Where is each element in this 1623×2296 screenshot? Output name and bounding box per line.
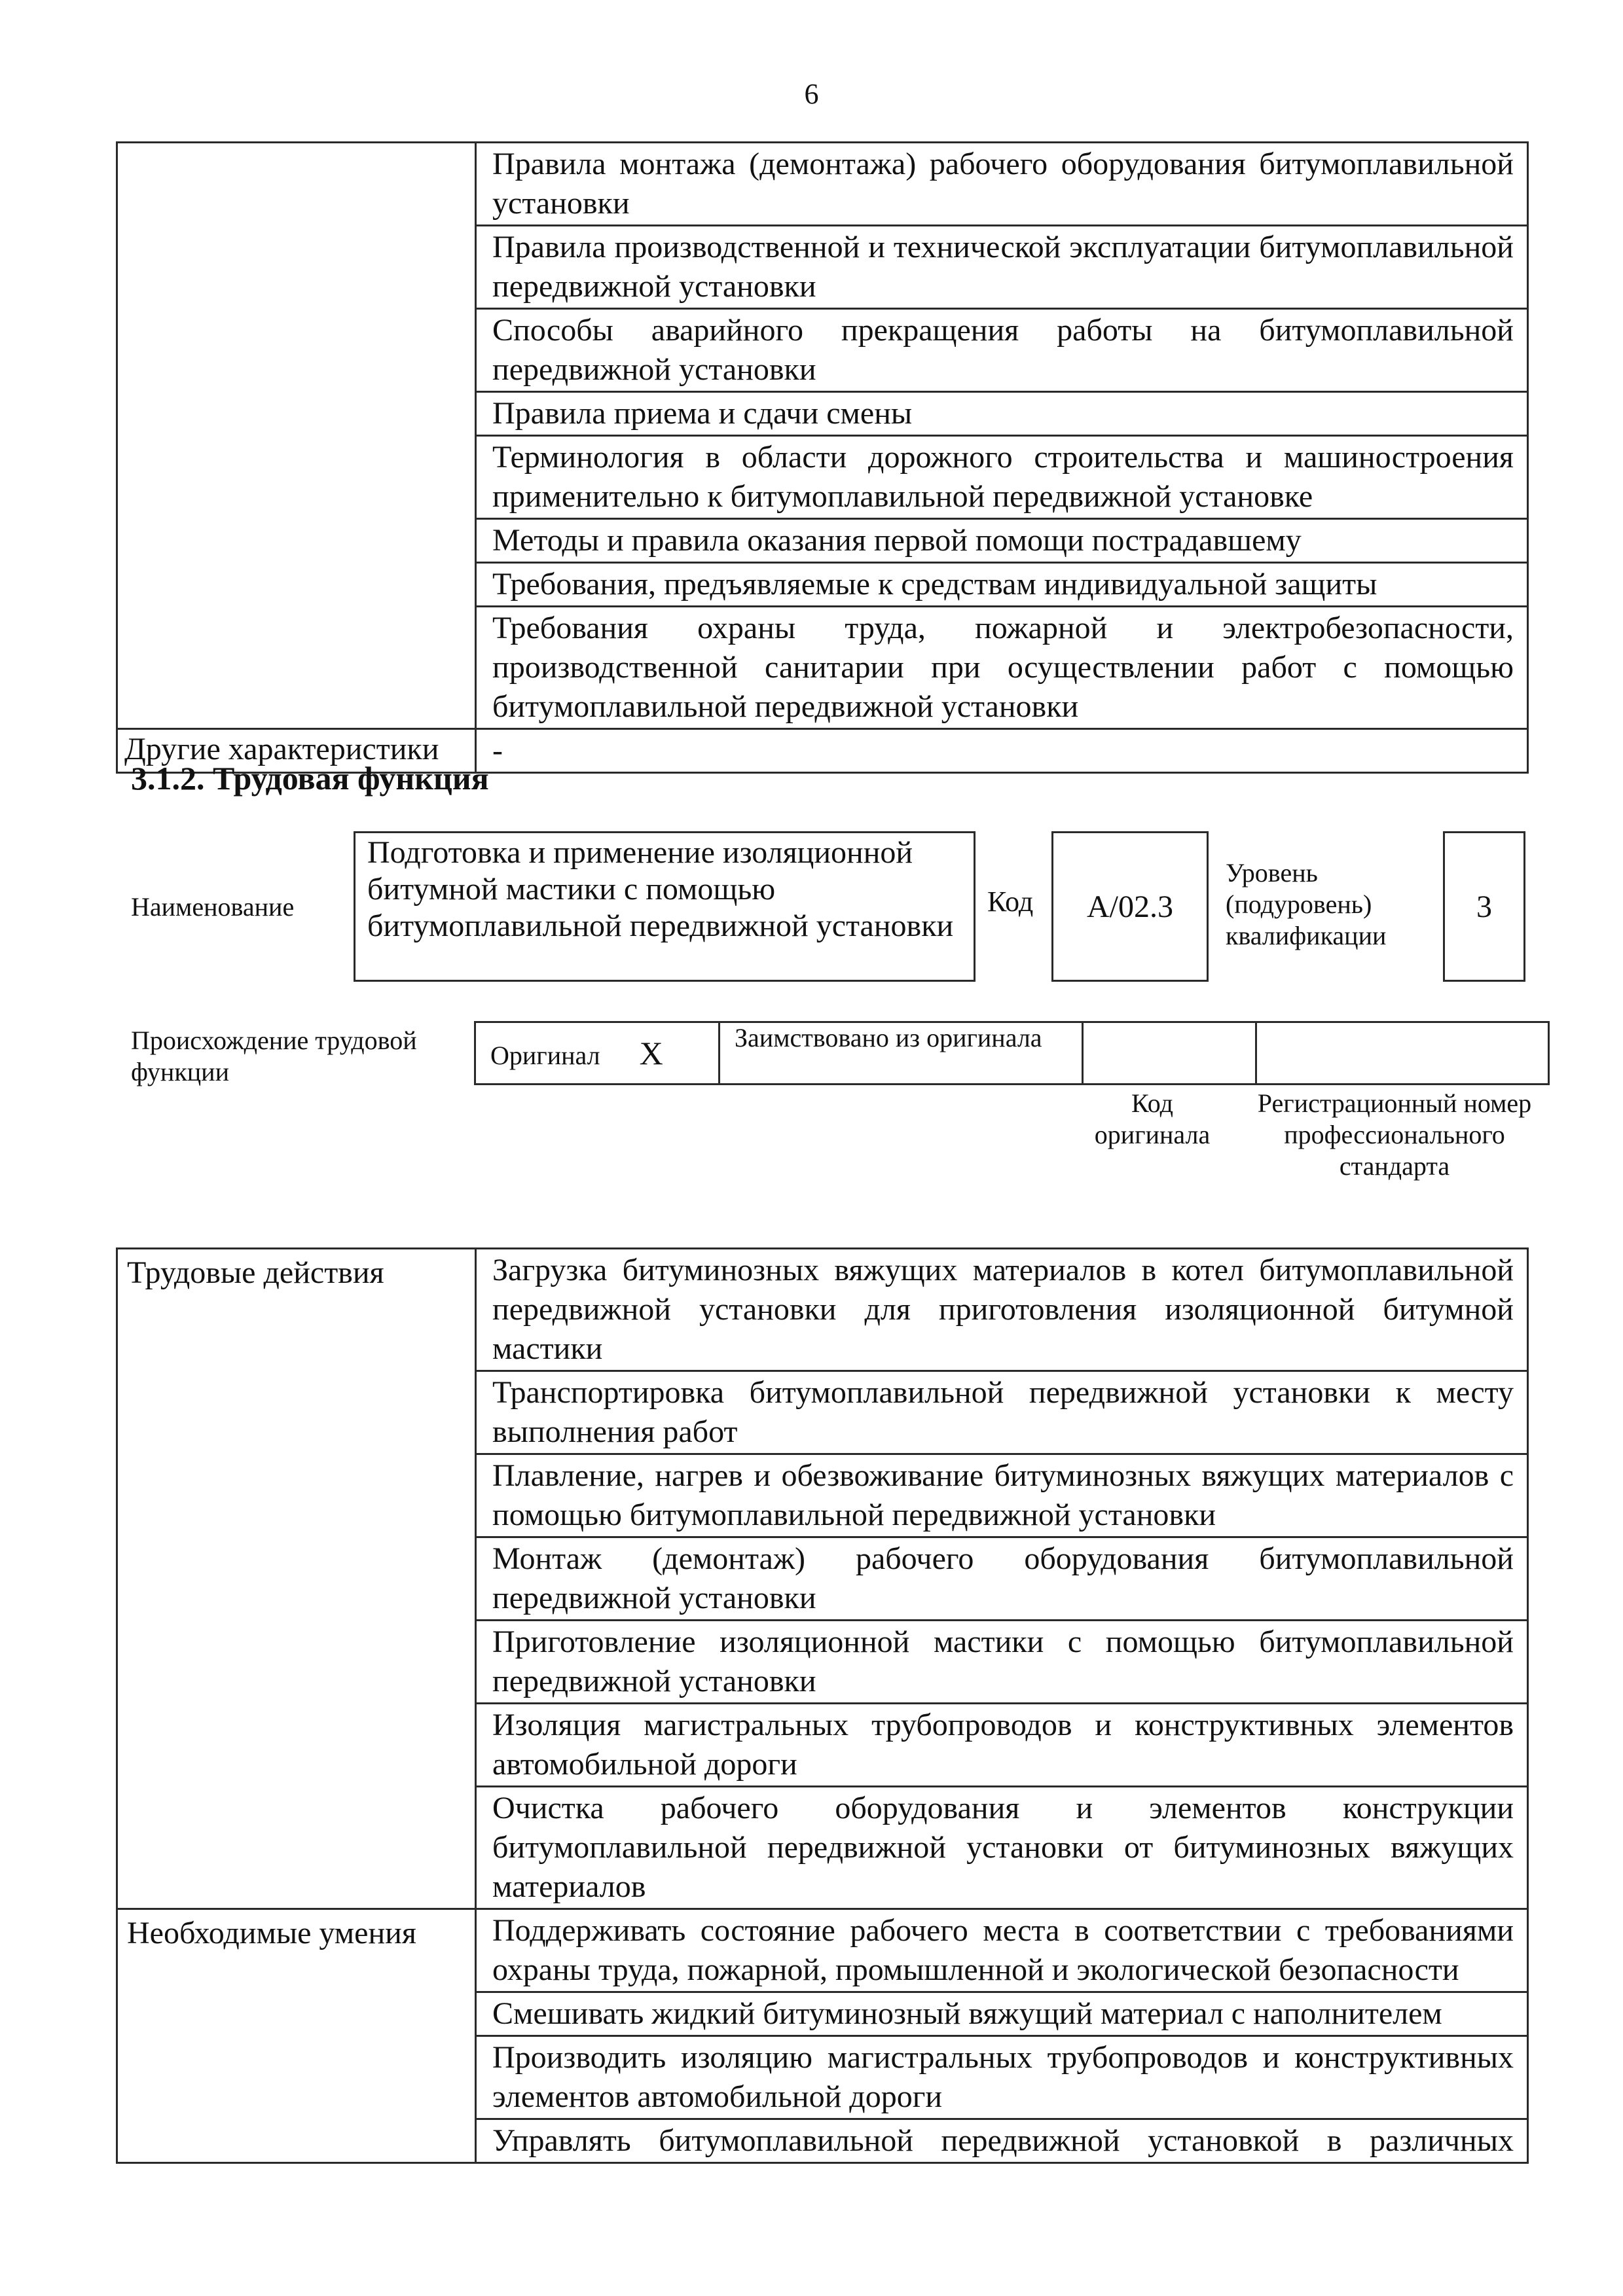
knowledge-item: Правила приема и сдачи смены [476, 392, 1528, 436]
knowledge-table [116, 141, 1529, 774]
empty-label-cell [117, 143, 476, 729]
origin-borrowed-label: Заимствовано из оригинала [720, 1022, 1083, 1085]
origin-reg-cell [1256, 1022, 1549, 1085]
skill-item: Управлять битумоплавильной передвижной установкой в различных [476, 2119, 1528, 2163]
level-label: Уровень (подуровень) квалификации [1226, 858, 1387, 950]
other-characteristics-label: Другие характеристики [117, 729, 476, 773]
origin-original-label: Оригинал [490, 1041, 600, 1070]
skill-item: Производить изоляцию магистральных трубопроводов и конструктивных элементов автомобильной дороги [476, 2036, 1528, 2119]
origin-table [474, 1021, 1550, 1085]
code-label: Код [987, 886, 1034, 918]
knowledge-item: Требования охраны труда, пожарной и электробезопасности, производственной санитарии при осуществлении работ с помощью битумоплавильной передвижной установки [476, 607, 1528, 729]
knowledge-item: Правила монтажа (демонтажа) рабочего оборудования битумоплавильной установки [476, 143, 1528, 226]
actions-skills-table [116, 1247, 1529, 2164]
action-item: Загрузка битуминозных вяжущих материалов в котел битумоплавильной передвижной установки для приготовления изоляционной битумной мастики [476, 1249, 1528, 1371]
other-characteristics-value: - [476, 729, 1528, 773]
origin-original-cell [475, 1022, 720, 1085]
skill-item: Поддерживать состояние рабочего места в соответствии с требованиями охраны труда, пожарной, промышленной и экологической безопасности [476, 1909, 1528, 1992]
knowledge-item: Требования, предъявляемые к средствам индивидуальной защиты [476, 563, 1528, 607]
knowledge-item: Методы и правила оказания первой помощи пострадавшему [476, 519, 1528, 563]
action-item: Очистка рабочего оборудования и элементов конструкции битумоплавильной передвижной установки от битуминозных вяжущих материалов [476, 1787, 1528, 1909]
code-value: A/02.3 [1051, 831, 1209, 982]
page-number: 6 [804, 78, 819, 110]
origin-code-cell [1083, 1022, 1256, 1085]
caption-reg: Регистрационный номер профессионального стандарта [1257, 1088, 1532, 1181]
action-item: Транспортировка битумоплавильной передвижной установки к месту выполнения работ [476, 1371, 1528, 1454]
required-skills-label: Необходимые умения [117, 1909, 476, 2163]
level-value: 3 [1443, 831, 1525, 982]
knowledge-item: Терминология в области дорожного строительства и машиностроения применительно к битумоплавильной передвижной установке [476, 436, 1528, 519]
action-item: Плавление, нагрев и обезвоживание битуминозных вяжущих материалов с помощью битумоплавильной передвижной установки [476, 1454, 1528, 1537]
caption-code: Код оригинала [1094, 1088, 1211, 1149]
knowledge-item: Способы аварийного прекращения работы на битумоплавильной передвижной установки [476, 309, 1528, 392]
skill-item: Смешивать жидкий битуминозный вяжущий материал с наполнителем [476, 1992, 1528, 2036]
name-label: Наименование [131, 892, 295, 922]
knowledge-item: Правила производственной и технической эксплуатации битумоплавильной передвижной установки [476, 226, 1528, 309]
name-value: Подготовка и применение изоляционной битумной мастики с помощью битумоплавильной передвижной установки [354, 831, 976, 982]
origin-label: Происхождение трудовой функции [131, 1026, 417, 1086]
section-title: 3.1.2. Трудовая функция [131, 760, 489, 797]
labor-actions-label: Трудовые действия [117, 1249, 476, 1909]
action-item: Изоляция магистральных трубопроводов и конструктивных элементов автомобильной дороги [476, 1704, 1528, 1787]
origin-mark: X [639, 1035, 663, 1071]
action-item: Монтаж (демонтаж) рабочего оборудования битумоплавильной передвижной установки [476, 1537, 1528, 1621]
action-item: Приготовление изоляционной мастики с помощью битумоплавильной передвижной установки [476, 1621, 1528, 1704]
